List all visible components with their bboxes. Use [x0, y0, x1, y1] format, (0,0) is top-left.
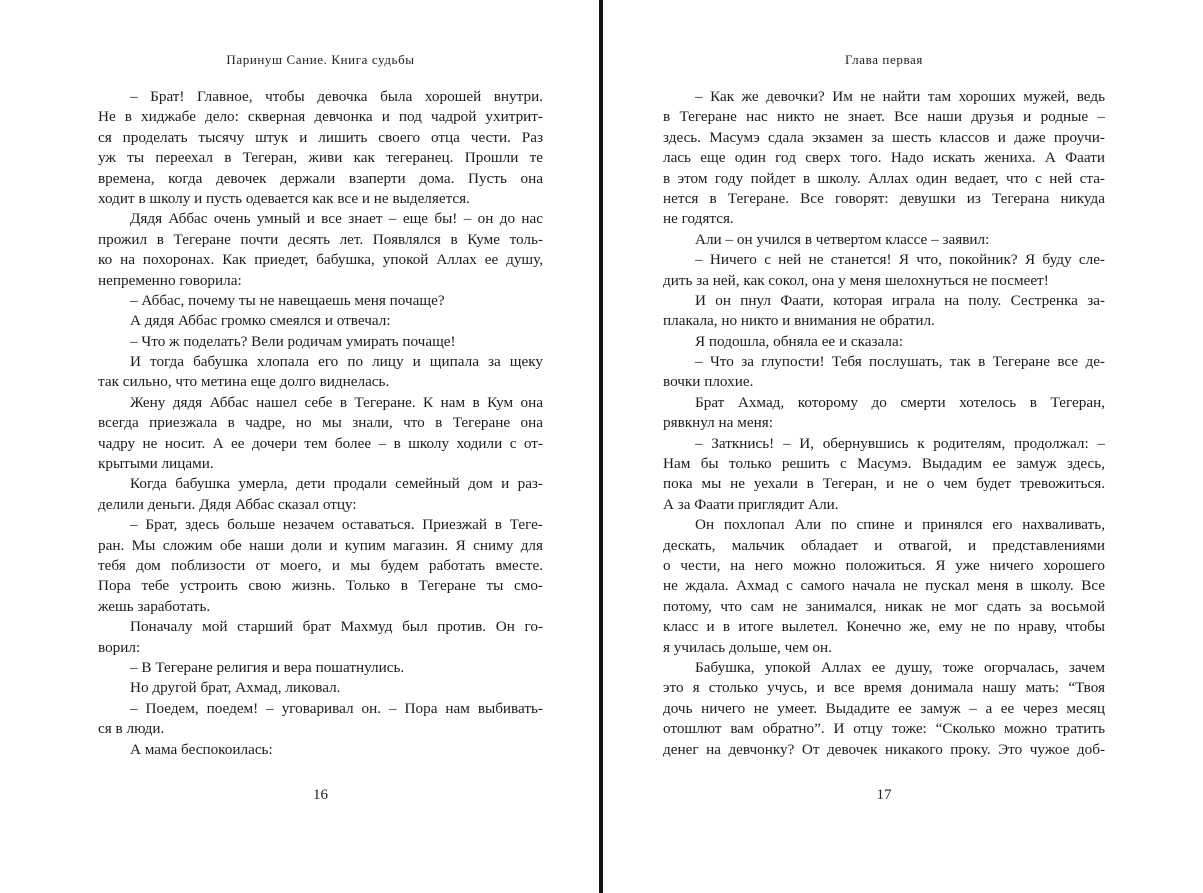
text-line: Когда бабушка умерла, дети продали семейный дом и раз- — [130, 475, 543, 493]
text-line: дочь ничего не умеет. Выдадите ее замуж – а ее через месяц — [663, 699, 1105, 717]
text-line: пока мы не уехали в Тегеран, и не о чем будет тревожиться. — [663, 475, 1105, 493]
text-line: делили деньги. Дядя Аббас сказал отцу: — [98, 495, 357, 513]
text-line: И тогда бабушка хлопала его по лицу и щипала за щеку — [130, 353, 543, 371]
text-line: А мама беспокоилась: — [130, 740, 273, 758]
text-line: ран. Мы сложим обе наши доли и купим магазин. Я сниму для — [98, 536, 543, 554]
text-line: времена, когда девочек держали взаперти дома. Пусть она — [98, 169, 543, 187]
left-page-number: 16 — [313, 787, 328, 803]
text-line: ходит в школу и пусть одевается как все и не выделяется. — [98, 189, 470, 207]
text-line: – Как же девочки? Им не найти там хороших мужей, ведь — [695, 88, 1105, 105]
text-line: в этом году пойдет в школу. Аллах один ведает, что с ней ста- — [663, 169, 1105, 187]
text-line: Брат Ахмад, которому до смерти хотелось в Тегеран, — [695, 393, 1105, 411]
text-line: не годятся. — [663, 210, 734, 228]
text-line: Я подошла, обняла ее и сказала: — [695, 332, 903, 350]
text-line: в Тегеране нас никто не знает. Все наши друзья и родные – — [663, 108, 1105, 126]
text-line: Но другой брат, Ахмад, ликовал. — [130, 679, 341, 697]
text-line: – Брат, здесь больше незачем оставаться. Приезжай в Теге- — [130, 516, 543, 534]
left-page — [98, 0, 543, 893]
book-gutter — [599, 0, 603, 893]
text-line: Не в хиджабе дело: скверная девчонка и под чадрой ухитрит- — [98, 108, 543, 126]
text-line: Али – он учился в четвертом классе – заявил: — [695, 230, 990, 248]
text-line: плакала, но никто и внимания не обратил. — [663, 312, 935, 330]
text-line: отошлют вам обратно”. И отцу тоже: “Сколько можно тратить — [663, 720, 1105, 738]
text-line: ся в люди. — [98, 720, 165, 738]
text-line: вочки плохие. — [663, 373, 754, 391]
text-line: о чести, на него можно положиться. Я уже ничего хорошего — [663, 556, 1105, 574]
text-line: дить за ней, как сокол, она у меня шелохнуться не посмеет! — [663, 271, 1049, 289]
text-line: И он пнул Фаати, которая играла на полу. Сестренка за- — [695, 291, 1105, 309]
text-line: – Что ж поделать? Вели родичам умирать почаще! — [130, 332, 456, 350]
text-line: А дядя Аббас громко смеялся и отвечал: — [130, 312, 391, 330]
text-line: – Брат! Главное, чтобы девочка была хорошей внутри. — [130, 88, 543, 105]
text-line: – Заткнись! – И, обернувшись к родителям, продолжал: – — [695, 434, 1105, 452]
text-line: – Аббас, почему ты не навещаешь меня почаще? — [130, 291, 445, 309]
text-line: я училась дольше, чем он. — [663, 638, 832, 656]
text-line: уж ты переехал в Тегеран, живи как тегеранец. Прошли те — [98, 149, 543, 167]
text-line: – Поедем, поедем! – уговаривал он. – Пора нам выбивать- — [130, 699, 543, 717]
text-line: Бабушка, упокой Аллах ее душу, тоже огорчалась, зачем — [695, 658, 1105, 676]
text-line: рявкнул на меня: — [663, 414, 773, 432]
text-line: Поначалу мой старший брат Махмуд был против. Он го- — [130, 618, 543, 636]
text-line: ся проделать тысячу штук и лишить своего отца чести. Раз — [98, 128, 543, 146]
text-line: лась еще один год сверх того. Надо искать жениха. А Фаати — [663, 149, 1105, 167]
left-running-head: Паринуш Сание. Книга судьбы — [226, 52, 415, 67]
text-line: – Ничего с ней не станется! Я что, покойник? Я буду сле- — [695, 251, 1105, 269]
text-line: денег на девчонку? От девочек никакого проку. Это чужое доб- — [663, 740, 1105, 758]
text-line: – В Тегеране религия и вера пошатнулись. — [130, 658, 405, 676]
text-line: Дядя Аббас очень умный и все знает – еще бы! – он до нас — [130, 210, 543, 228]
text-line: потому, что сам не занимался, никак не мог сдать за восьмой — [663, 597, 1105, 615]
right-page — [663, 0, 1105, 893]
text-line: ко на похоронах. Как приедет, бабушка, упокой Аллах ее душу, — [98, 251, 543, 269]
right-running-head: Глава первая — [845, 52, 923, 67]
text-line: ворил: — [98, 638, 141, 656]
text-line: А за Фаати приглядит Али. — [663, 495, 839, 513]
right-page-number: 17 — [876, 787, 892, 803]
text-line: – Что за глупости! Тебя послушать, так в Тегеране все де- — [695, 353, 1105, 371]
left-page-body — [98, 87, 543, 760]
text-line: чадру не носит. А ее дочери тем более – в школу ходили с от- — [98, 434, 543, 452]
text-line: Жену дядя Аббас нашел себе в Тегеране. К нам в Кум она — [130, 393, 543, 411]
text-line: нется в Тегеране. Все говорят: девушки из Тегерана никуда — [663, 189, 1105, 207]
right-page-body — [663, 87, 1105, 760]
text-line: не ждала. Ахмад с самого начала не пускал меня в школу. Все — [663, 577, 1105, 595]
text-line: так сильно, что метина еще долго виднелась. — [98, 373, 390, 391]
text-line: всегда приезжала в чадре, но мы знали, что в Тегеране она — [98, 414, 543, 432]
text-line: дескать, мальчик обладает и отвагой, и представлениями — [663, 536, 1105, 554]
text-line: непременно говорила: — [98, 271, 242, 289]
text-line: класс и в итоге вылетел. Конечно же, ему не по нраву, чтобы — [663, 618, 1105, 636]
text-line: прожил в Тегеране почти десять лет. Появлялся в Куме толь- — [98, 230, 543, 248]
text-line: это я столько учусь, и все время донимала нашу мать: “Твоя — [663, 679, 1105, 697]
text-line: здесь. Масумэ сдала экзамен за шесть классов и даже проучи- — [663, 128, 1105, 146]
text-line: жешь заработать. — [98, 597, 211, 615]
text-line: Пора тебе устроить свою жизнь. Только в Тегеране ты смо- — [98, 577, 543, 595]
text-line: Нам бы только решить с Масумэ. Выдадим ее замуж здесь, — [663, 455, 1105, 473]
text-line: тебя дом поблизости от моего, и мы будем работать вместе. — [98, 556, 543, 574]
text-line: Он похлопал Али по спине и принялся его нахваливать, — [695, 516, 1105, 534]
text-line: крытыми лицами. — [98, 455, 214, 473]
